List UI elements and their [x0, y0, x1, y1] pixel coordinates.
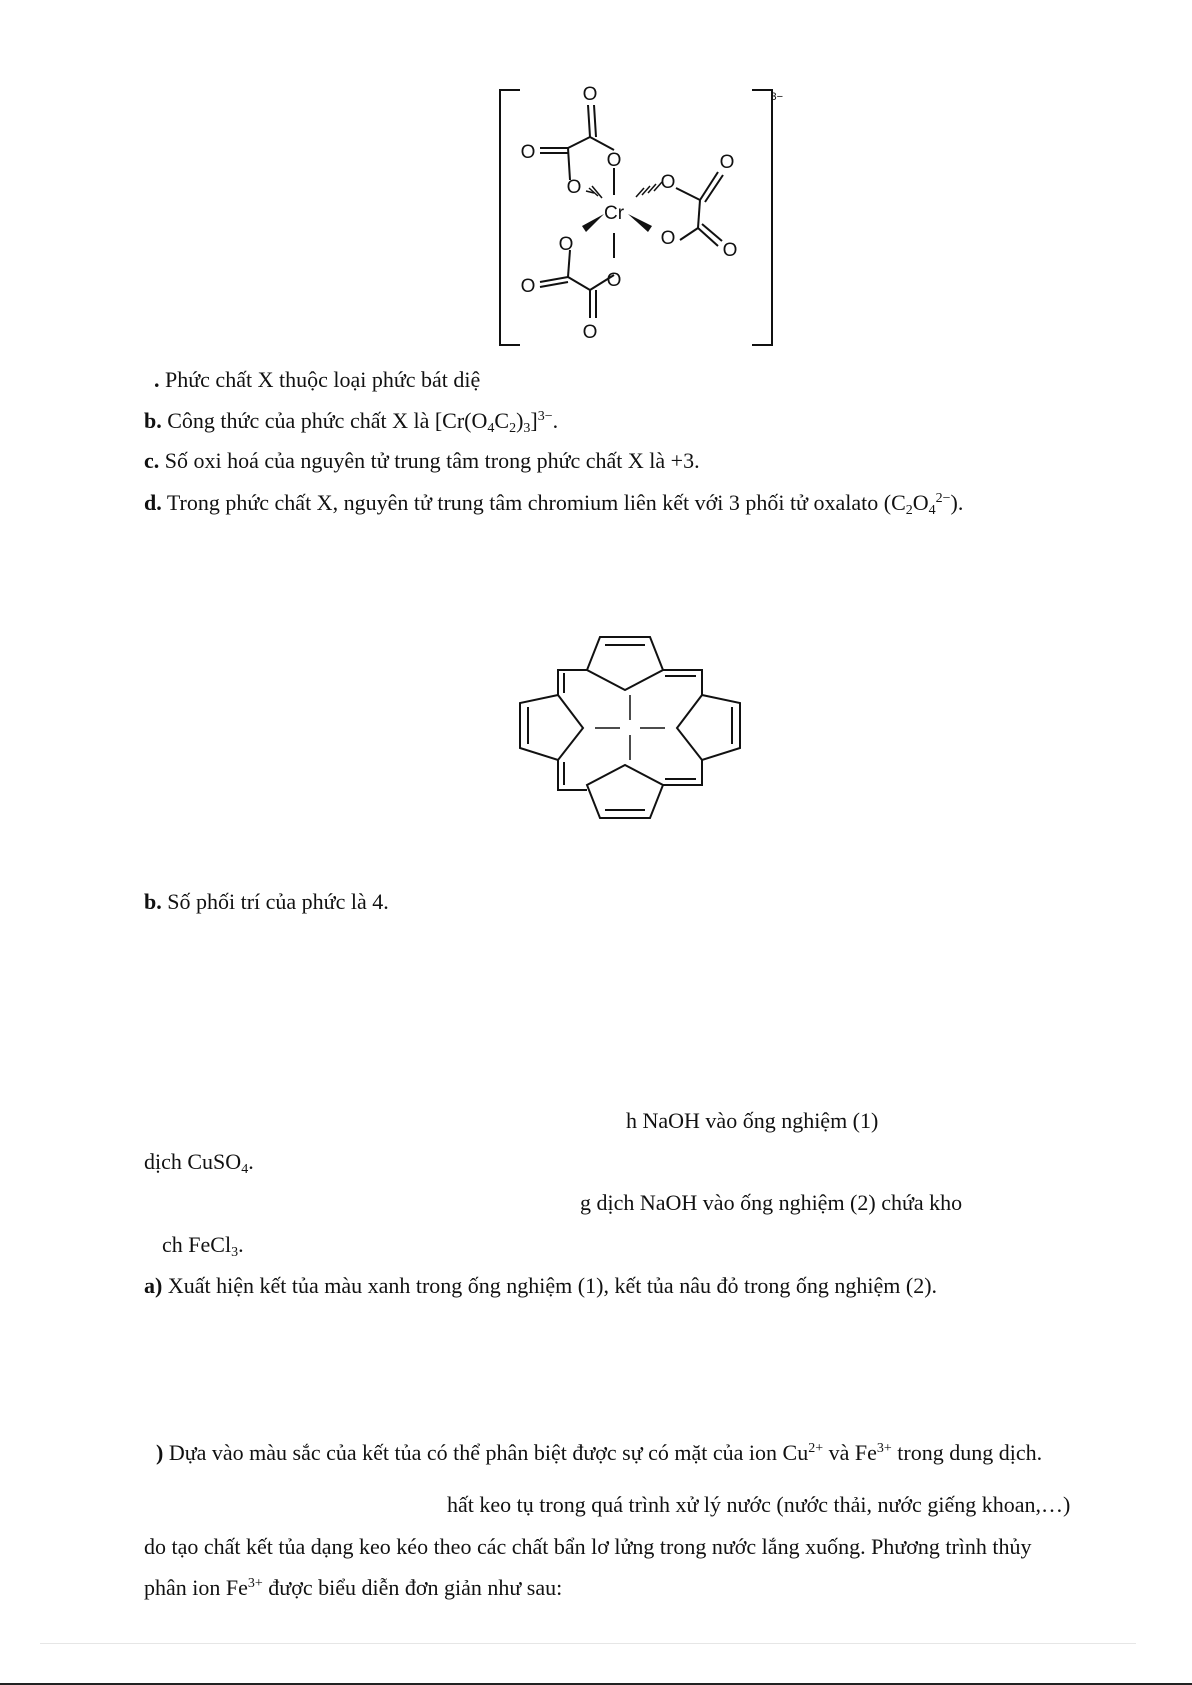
paragraph-line-2: do tạo chất kết tủa dạng keo kéo theo các chất bẩn lơ lửng trong nước lắng xuống. Phương trình thủy — [144, 1534, 1032, 1559]
svg-text:O: O — [660, 228, 676, 249]
statement-b: b. Công thức của phức chất X là $[Cr(O_4C_2)_3]^{3-}$. — [144, 408, 559, 436]
statement-a-precipitate: a) Xuất hiện kết tủa màu xanh trong ống nghiệm (1), kết tủa nâu đỏ trong ống nghiệm (2). — [144, 1273, 938, 1298]
svg-text:O: O — [566, 177, 582, 198]
statement-a: . Phức chất X thuộc loại phức bát diệ — [154, 367, 481, 392]
statement-d: d. Trong phức chất X, nguyên tử trung tâm chromium liên kết với 3 phối tử oxalato $(C_2O_4^{2-})$. — [144, 490, 964, 518]
svg-text:O: O — [582, 84, 598, 105]
svg-text:O: O — [520, 276, 536, 297]
left-bracket — [500, 90, 520, 345]
svg-text:O: O — [719, 152, 735, 173]
experiment-line-1: h NaOH vào ống nghiệm (1) — [626, 1108, 879, 1133]
statement-b-coordination: b. Số phối trí của phức là 4. — [144, 889, 389, 914]
svg-text:O: O — [582, 322, 598, 343]
svg-text:O: O — [722, 240, 738, 261]
statement-d-distinguish: ) Dựa vào màu sắc của kết tủa có thể phân biệt được sự có mặt của ion $Cu^{2+}$ và $Fe^{3+}$ trong dung dịch. — [156, 1440, 1043, 1465]
central-atom-label: Cr — [603, 203, 625, 224]
svg-text:O: O — [606, 150, 622, 171]
right-bracket — [752, 90, 772, 345]
experiment-line-2: dịch CuSO$_4$. — [144, 1149, 254, 1177]
svg-text:O: O — [606, 270, 622, 291]
paragraph-line-3: phân ion $Fe^{3+}$ được biểu diễn đơn giản như sau: — [144, 1575, 563, 1600]
complex-charge: 3− — [770, 91, 783, 103]
svg-text:O: O — [660, 172, 676, 193]
porphyrin-complex-structure — [515, 625, 745, 830]
experiment-line-3: g dịch NaOH vào ống nghiệm (2) chứa kho — [580, 1190, 963, 1215]
page-divider — [40, 1643, 1136, 1644]
paragraph-line-1: hất keo tụ trong quá trình xử lý nước (nước thải, nước giếng khoan,…) — [447, 1492, 1071, 1517]
statement-c: c. Số oxi hoá của nguyên tử trung tâm trong phức chất X là +3. — [144, 448, 700, 473]
svg-text:O: O — [520, 142, 536, 163]
chromium-oxalate-complex-structure — [490, 80, 790, 360]
experiment-line-4: ch FeCl$_3$. — [162, 1232, 244, 1260]
svg-text:O: O — [558, 234, 574, 255]
